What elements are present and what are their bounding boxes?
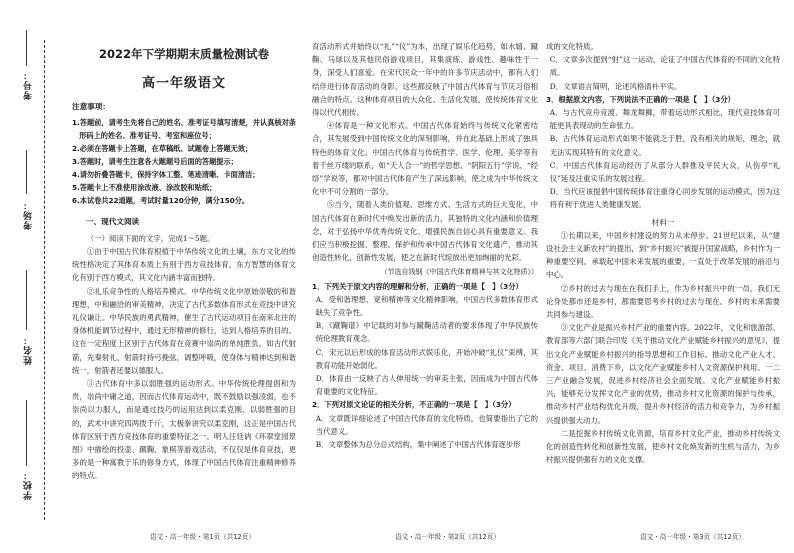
exam-no-blank[interactable]: [26, 30, 27, 66]
paragraph: ①长期以来，中国乡村建设的努力从未停步。21世纪以来，从“建设社会主义新农村”的提出，到“乡村振兴”被提升国家战略，乡村作为一种重要空间，承载起中国未来发展的重要，一直处于改革发展的前沿与中心。: [546, 230, 780, 280]
option[interactable]: C．中国古代体育运动经历了从部分人群推及平民大众，从伤亭“礼仪”延及注重实乐的发展过程。: [549, 160, 780, 184]
notice-item: 3.答题时，请考生注意各大题题号后面的答题提示；: [72, 156, 238, 166]
option[interactable]: C．文章多次提到“射”这一运动，论证了中国古代体育的不同的文化特质。: [549, 55, 780, 78]
column-3: [546, 40, 780, 467]
option[interactable]: A．与古代竞舟竞渡、舞龙舞狮，带着运动形式相比，现代竞技体育可能更具表现动的生命张力。: [549, 108, 780, 131]
paragraph: ⑤当今，随着人类价值观、思维方式、生活方式的巨大变化，中国古代体育在新时代中焕发出新的活力，其独特的文化内涵和价值理念，对于弘扬中华优秀传统文化、增强民族自信心具有重要意义。我们应当积极挖掘、整理、保护和传承中国古代体育文化遗产，推动其创造性转化、创新性发展，使之在新时代绽放出更加绚丽的光彩。: [312, 200, 538, 263]
paragraph: ①由于中国古代体育根植于中华传统文化的土壤，东方文化的传统性格决定了其体育本质上有别于西方竞技体育，东方智慧的体育文化有别于西方模式，其文化内涵丰富而独特。: [72, 247, 296, 283]
notice-item: 2.必须在答题卡上答题，在草稿纸、试题卷上答题无效；: [72, 143, 253, 153]
option[interactable]: A．文章既详细论述了中国古代体育的文化特质，也简要指出了它的当代意义。: [315, 413, 538, 436]
name-label: 姓名：: [24, 335, 34, 365]
material-heading: 材料一: [651, 217, 675, 227]
room-label: 考场：: [24, 200, 34, 230]
paragraph: ③文化产业是振兴乡村产业的重要内容。2022年，文化和旅游部、教育部等六部门联合印发《关于推动文化产业赋能乡村振兴的意见》，提出文化产业赋能乡村振兴的指导思想和工作目标。推动文化产业人才、资金、项目、消费下乡，以文化产业赋能乡村人文资源保护利用、一二三产业融合发展，促进乡村经济社会全面发展。文化产业赋能乡村振兴，能够充分发挥文化产业的优势，推动乡村文化资源的保护与传承，推动乡村产业结构优化升级，提升乡村经济的活力和竞争力，为乡村振兴提供强大动力。: [546, 323, 780, 425]
notice-item: 5.答题卡上不准使用涂改液、涂改胶和贴纸；: [72, 182, 217, 192]
option[interactable]: D．体育由一反映了古人伸用统一的审美主张，因而成为中国古代体育重要的文化特征。: [315, 374, 538, 397]
source-citation: （节选自钱钢《中国古代体育精神与其文化特质》）: [380, 268, 538, 277]
paragraph: （一）阅读下面的文字，完成1～5题。: [86, 233, 215, 243]
question-3: 3．根据原文内容，下列说法不正确的一项是【 】（3分）: [546, 94, 735, 104]
binding-strip: [0, 0, 62, 553]
page-footer: 语文・高一年级・第3页（共12页）: [640, 533, 745, 541]
option[interactable]: B．《蹴鞠谱》中记载的对参与蹴鞠活动者的要求体现了中华民族传统伦理教育观念。: [315, 321, 538, 344]
notice-heading: 注意事项：: [72, 102, 110, 112]
seal-line: [44, 40, 45, 520]
notice-item: 4.请勿折叠答题卡，保持字体工整、笔迹清晰、卡面清洁；: [72, 169, 260, 179]
exam-no-label: 考号：: [24, 70, 34, 100]
question-2: 2．下列对原文论证的相关分析，不正确的一项是【 】（3分）: [312, 400, 516, 410]
page-footer: 语文・高一年级・第1页（共12页）: [150, 533, 255, 541]
school-blank[interactable]: [26, 400, 27, 466]
notice-item: 6.本试卷共22道题，考试时量120分钟，满分150分。: [72, 195, 250, 205]
column-1: [72, 40, 296, 481]
option[interactable]: D．文章语言简明，论述风格清朴平实。: [549, 81, 682, 91]
paragraph: ③古代体育中多以弱胜强的运动形式。中华传统伦理提倡和为贵，崇尚中庸之道，因而古代体育运动中，既不鼓励以强凌弱，也不崇尚以力服人，而是通过技巧的运用达到以柔克刚、以弱胜强的目的，武术中讲究四两拨千斤，太极拳讲究以柔克刚，这正是中国古代体育区别于西方竞技体育的重要特征之一。明人汪廷讷《环翠堂园景图》中描绘的投壶、蹴鞠、象棋等游戏活动，不仅仅是体育竞技，更多的是一种寓教于乐的修身方式，体现了中国古代体育注重精神修养的特点。: [72, 379, 296, 481]
notice-list: [72, 116, 296, 207]
option[interactable]: C．宋元以后形成的体育活动形式娱乐化，开始冲破“礼仪”束缚，其教育功能开始弱化。: [315, 347, 538, 370]
option[interactable]: D．当代应该提倡中国传统体育注重身心同步发展的运动模式，因为这将有利于优进人类健康发展。: [549, 187, 780, 210]
question-1: 1．下列关于原文内容的理解和分析，正确的一项是【 】（3分）: [312, 281, 523, 291]
paragraph: ②礼乐竞争性的人格培养模式。中华传统文化中原始崇敬的和谐理想，中和融洽的审美精神，决定了古代多数体育形式在竞技中讲究礼仪谦让。中华民族的勇武精神，催生了古代运动项目在南来北往的身体机能调节过程中，通过无形精神的修行，达到人格培养的目的。这在一定程度上区别于古代体育在竞赛中崇尚的单纯胜负。如古代射箭，先秦射礼，射箭时持弓挽弦，调整呼吸，使身体与精神达到和谐统一，射箭者还要以德服人。: [72, 286, 296, 375]
section-heading: 一、现代文阅读: [86, 216, 140, 226]
page-footer: 语文・高一年级・第2页（共12页）: [395, 533, 500, 541]
paragraph: 育活动形式并始终以“礼”“仪”为本，出现了娱乐化趋势，如水嬉、蹴鞠、马球以及其他民俗游戏项目，其集演练、游戏性、趣味性于一身，深受人们喜爱。在宋代民众一年中的许多节庆活动中，都有人们结伴进行体育活动的身影，这些都反映了中国古代体育与节庆习俗相融合的特点。这种体育项目的大众化、生活化发展，使传统体育文化得以代代相传。: [312, 42, 538, 118]
option[interactable]: A．受和谐理想、宽和精神等文化精神影响，中国古代多数体育形式缺失了竞争性。: [315, 294, 538, 318]
name-blank[interactable]: [26, 270, 27, 330]
paragraph: ④体育是一种文化形式。中国古代体育始终与传统文化紧密结合，其发展受到中国传统文化的深刻影响，并在此基础上形成了独具特色的体育文化。中国古代体育与传统哲学、医学、伦理、美学等有着千丝万缕的联系，如“天人合一”的哲学思想、“阴阳五行”学说、“经络”学说等，都对中国古代体育产生了深远影响，使之成为中华传统文化中不可分割的一部分。: [312, 121, 538, 197]
exam-title: 2022年下学期期末质量检测试卷: [98, 47, 269, 61]
exam-subtitle: 高一年级语文: [141, 76, 226, 92]
school-label: 学校：: [24, 470, 34, 500]
paragraph: 二是挖掘乡村传统文化资源，培育乡村文化产业，推动乡村传统文化的创造性转化和创新性发展，使乡村文化焕发新的生机与活力，为乡村振兴提供强有力的文化支撑。: [546, 428, 780, 465]
paragraph: ②乡村的过去与现在在我们手上，作为乡村振兴中的一员，我们无论身处都市还是乡村，都需要思考乡村的过去与现在。乡村的未来需要共同参与建设。: [546, 283, 780, 320]
option[interactable]: B．古代体育运动形式如果不能就乏于胜，没有相关的规矩，理念，就无法实现其特有的文化意义。: [549, 134, 780, 157]
paragraph: 成的文化特质。: [546, 42, 598, 51]
option[interactable]: B．文章整体为总分总式结构，集中阐述了中国古代体育逐步形: [315, 440, 521, 450]
notice-item: 1.答题前，请考生先将自己的姓名、准考证号填写清楚，并认真核对条形码上的姓名、准考证号、考室和座位号；: [72, 117, 296, 140]
room-blank[interactable]: [26, 150, 27, 194]
column-2: [312, 40, 538, 451]
